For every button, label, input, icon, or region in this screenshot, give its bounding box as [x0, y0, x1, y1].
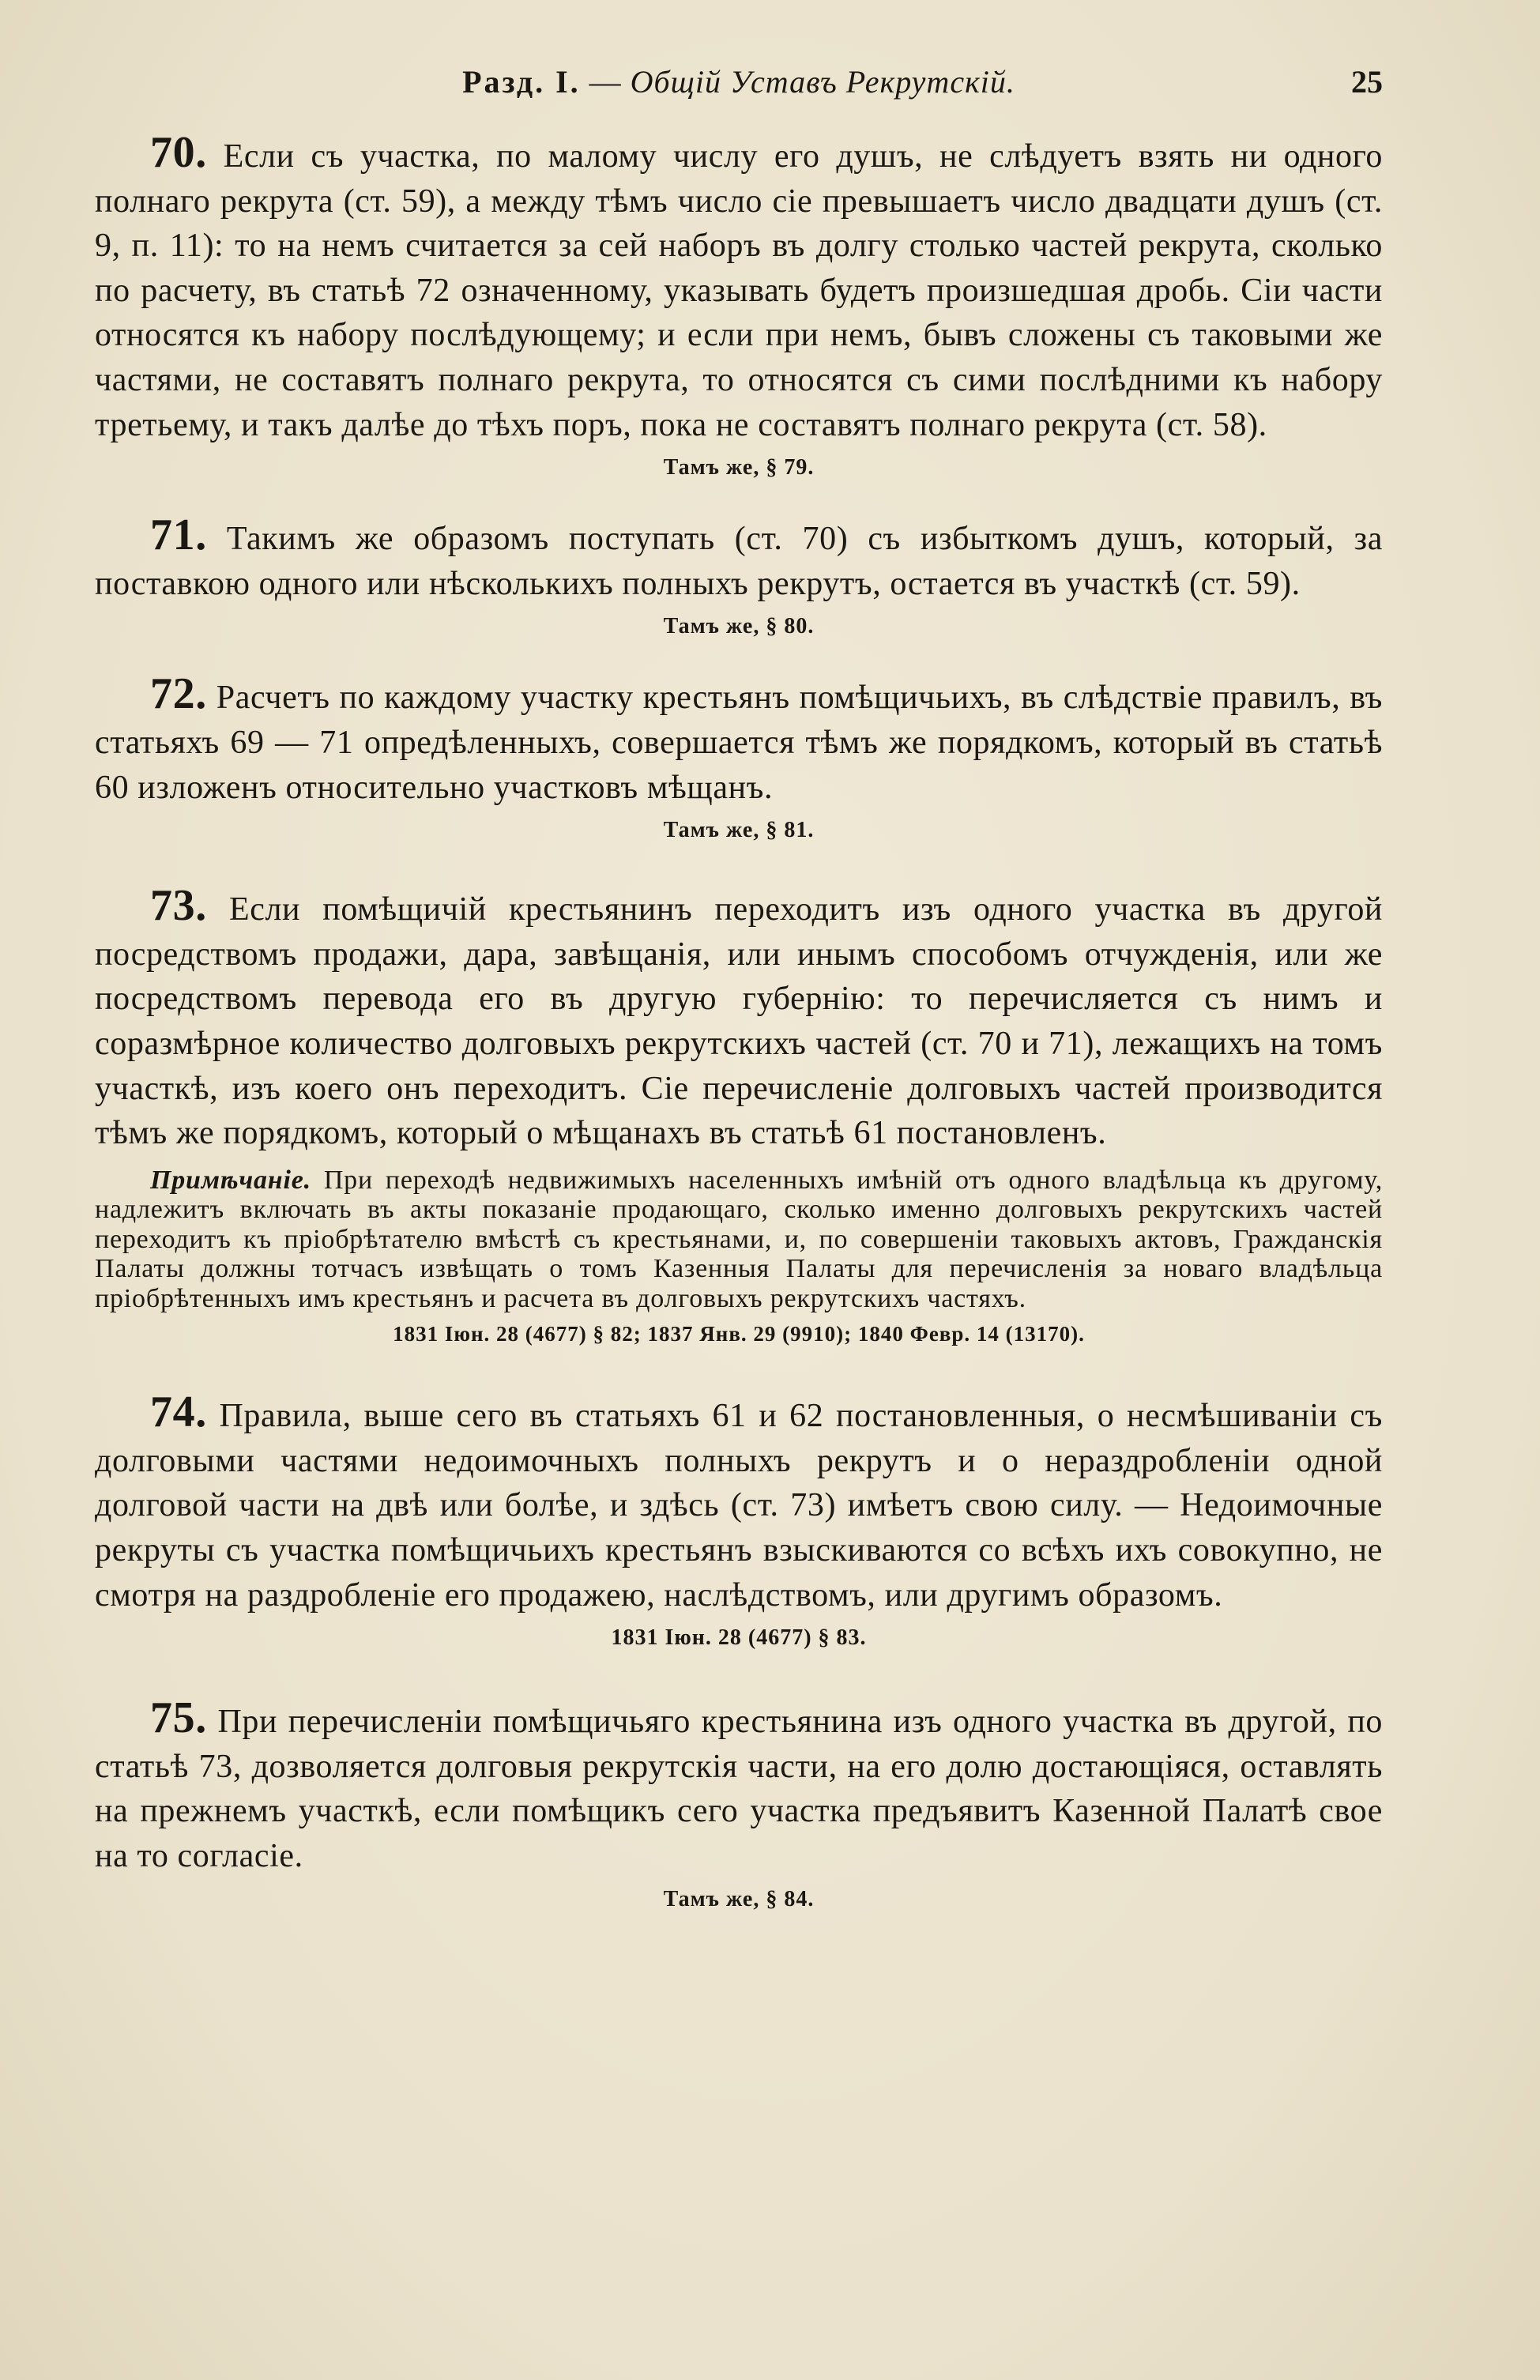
article-source: Тамъ же, § 79. — [663, 455, 815, 480]
article-text: Такимъ же образомъ поступать (ст. 70) съ избыткомъ душъ, который, за поставкою одного или нѣсколькихъ полныхъ рекрутъ, остается въ участкѣ (ст. 59). — [95, 521, 1383, 602]
article-75 — [95, 1693, 1383, 1878]
article-number: 70. — [150, 128, 207, 177]
article-number: 75. — [150, 1693, 207, 1743]
page-body — [95, 126, 1383, 1914]
article-text: При перечисленіи помѣщичьяго крестьянина изъ одного участка въ другой, по статьѣ 73, дозволяется долговыя рекрутскія части, на его долю достающіяся, оставлять на прежнемъ участкѣ, если помѣщикъ сего участка предъявитъ Казенной Палатѣ свое на то согласіе. — [95, 1704, 1383, 1874]
article-source: 1831 Іюн. 28 (4677) § 82; 1837 Янв. 29 (9910); 1840 Февр. 14 (13170). — [393, 1322, 1085, 1346]
header-dash: — — [580, 64, 631, 100]
article-73 — [95, 881, 1383, 1156]
article-source: Тамъ же, § 81. — [663, 818, 815, 843]
running-title — [95, 63, 1383, 100]
article-72 — [95, 669, 1383, 810]
article-70 — [95, 128, 1383, 447]
statute-title: Общій Уставъ Рекрутскій. — [630, 64, 1015, 100]
article-number: 73. — [150, 881, 207, 931]
running-header — [95, 55, 1383, 119]
article-source: Тамъ же, § 80. — [663, 614, 815, 639]
article-text: Если съ участка, по малому числу его душъ, не слѣдуетъ взять ни одного полнаго рекрута (ст. 59), а между тѣмъ число сіе превышаетъ число двадцати душъ (ст. 9, п. 11): то на немъ считается за сей наборъ въ долгу столько частей рекрута, сколько по расчету, въ статьѣ 72 означенному, указывать будетъ произшедшая дробь. Сіи части относятся къ набору послѣдующему; и если при немъ, бывъ сложены съ таковыми же частями, не составятъ полнаго рекрута, то относятся съ сими послѣдними къ набору третьему, и такъ далѣе до тѣхъ поръ, пока не составятъ полнаго рекрута (ст. 58). — [95, 138, 1383, 443]
page-number: 25 — [1351, 64, 1383, 100]
article-text: Правила, выше сего въ статьяхъ 61 и 62 постановленныя, о несмѣшиваніи съ долговыми частями недоимочныхъ полныхъ рекрутъ и о нераздробленіи одной долговой части на двѣ или болѣе, и здѣсь (ст. 73) имѣетъ свою силу. — Недоимочные рекруты съ участка помѣщичьихъ крестьянъ взыскиваются со всѣхъ ихъ совокупно, не смотря на раздробленіе его продажею, наслѣдствомъ, или другимъ образомъ. — [95, 1398, 1383, 1614]
article-number: 72. — [150, 669, 207, 719]
article-note — [95, 1166, 1383, 1314]
article-number: 71. — [150, 510, 207, 560]
article-source: 1831 Іюн. 28 (4677) § 83. — [611, 1625, 867, 1651]
article-source: Тамъ же, § 84. — [663, 1886, 815, 1911]
article-74 — [95, 1388, 1383, 1617]
section-label: Разд. I. — [462, 64, 581, 100]
article-text: Расчетъ по каждому участку крестьянъ помѣщичьихъ, въ слѣдствіе правилъ, въ статьяхъ 69 — 71 опредѣленныхъ, совершается тѣмъ же порядкомъ, который въ статьѣ 60 изложенъ относительно участковъ мѣщанъ. — [95, 680, 1383, 806]
article-text: Если помѣщичій крестьянинъ переходитъ изъ одного участка въ другой посредствомъ продажи, дара, завѣщанія, или инымъ способомъ отчужденія, или же посредствомъ перевода его въ другую губернію: то перечисляется съ нимъ и соразмѣрное количество долговыхъ рекрутскихъ частей (ст. 70 и 71), лежащихъ на томъ участкѣ, изъ коего онъ переходитъ. Сіе перечисленіе долговыхъ частей производится тѣмъ же порядкомъ, который о мѣщанахъ въ статьѣ 61 постановленъ. — [95, 891, 1383, 1152]
note-text: При переходѣ недвижимыхъ населенныхъ имѣній отъ одного владѣльца къ другому, надлежитъ включать въ акты показаніе продающаго, сколько именно долговыхъ рекрутскихъ частей переходитъ къ пріобрѣтателю вмѣстѣ съ крестьянами, и, по совершеніи таковыхъ актовъ, Гражданскія Палаты должны тотчасъ извѣщать о томъ Казенныя Палаты для перечисленія за новаго владѣльца пріобрѣтенныхъ имъ крестьянъ и расчета въ долговыхъ рекрутскихъ частяхъ. — [95, 1165, 1383, 1313]
article-number: 74. — [150, 1388, 207, 1437]
article-71 — [95, 510, 1383, 606]
note-label: Примѣчаніе. — [150, 1165, 311, 1195]
